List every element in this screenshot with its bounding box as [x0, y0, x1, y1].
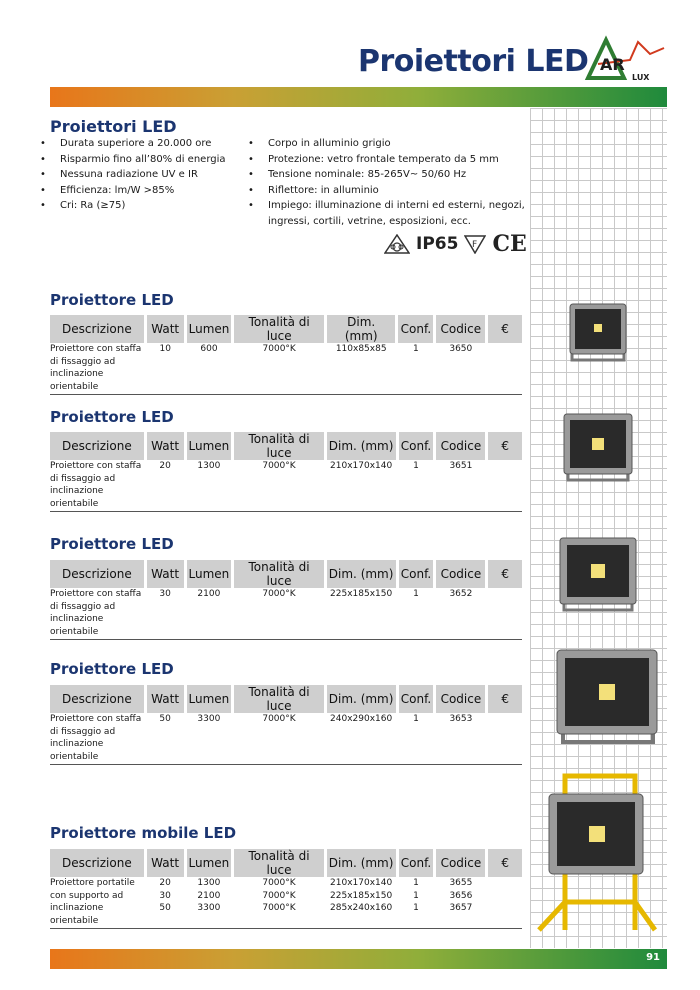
f-mark-icon	[464, 234, 486, 254]
tone-cell: 7000°K	[233, 460, 325, 512]
conf-cell: 1	[413, 890, 419, 901]
section-title: Proiettore mobile LED	[50, 824, 237, 842]
feature-item: • Efficienza: lm/W >85%	[50, 183, 260, 199]
col-header-euro: €	[487, 849, 522, 877]
dim-cell: 210x170x140	[325, 460, 397, 512]
col-header: Watt	[145, 315, 185, 343]
description-cell: Proiettore con staffa di fissaggio ad inclinazione orientabile	[50, 343, 145, 395]
table-row	[50, 343, 522, 395]
section-title: Proiettore LED	[50, 660, 174, 678]
col-header: Tonalità di luce	[233, 315, 326, 343]
code-cell: 3651	[435, 460, 487, 512]
description-cell: Proiettore con staffa di fissaggio ad inclinazione orientabile	[50, 460, 145, 512]
code-cell: 3650	[435, 343, 487, 395]
col-header: Conf.	[397, 685, 435, 713]
table-row	[50, 588, 522, 640]
feature-item: • Riflettore: in alluminio	[258, 183, 526, 199]
col-header: Descrizione	[50, 685, 145, 713]
dim-cell: 210x170x140	[330, 878, 393, 888]
lumen-cell: 600	[185, 343, 233, 395]
code-cell: 3653	[435, 713, 487, 765]
col-header: Lumen	[185, 685, 233, 713]
col-header: Dim. (mm)	[325, 685, 397, 713]
col-header: Codice	[435, 432, 487, 460]
floodlight-50w-image	[553, 646, 663, 748]
watt-cell: 30	[159, 890, 171, 901]
col-header: Codice	[435, 685, 487, 713]
code-cell: 3652	[435, 588, 487, 640]
lumen-cell: 3300	[185, 713, 233, 765]
feature-item: • Nessuna radiazione UV e IR	[50, 167, 260, 183]
floodlight-10w-image	[566, 300, 630, 366]
tone-cell: 7000°K	[233, 713, 325, 765]
price-cell	[487, 588, 522, 640]
conf-cell: 1	[397, 588, 435, 640]
watt-cell: 30	[145, 588, 185, 640]
feature-item: • Impiego: illuminazione di interni ed esterni, negozi, ingressi, cortili, vetrine, esposizioni, ecc.	[258, 198, 526, 229]
tone-cell: 7000°K	[262, 890, 296, 901]
col-header: Tonalità di luce	[233, 685, 325, 713]
features-list-right	[258, 136, 526, 229]
mobile-floodlight-image	[535, 772, 659, 942]
section-title: Proiettore LED	[50, 535, 174, 553]
spec-table	[50, 560, 522, 640]
dim-cell: 240x290x160	[325, 713, 397, 765]
watt-cell: 20	[159, 878, 171, 888]
conf-cell: 1	[397, 460, 435, 512]
code-cell: 3657	[435, 902, 487, 929]
feature-item: • Cri: Ra (≥75)	[50, 198, 260, 214]
svg-text:AR: AR	[600, 55, 625, 74]
table-row	[50, 890, 522, 903]
page-title: Proiettori LED	[358, 44, 589, 79]
certification-marks	[384, 231, 527, 257]
col-header: Dim. (mm)	[325, 849, 397, 877]
lumen-cell: 3300	[185, 902, 233, 929]
page-number: 91	[646, 952, 660, 963]
feature-item: • Risparmio fino all’80% di energia	[50, 152, 260, 168]
features-list-left	[50, 136, 260, 214]
col-header: Tonalità di luce	[233, 849, 325, 877]
feature-item: • Tensione nominale: 85-265V~ 50/60 Hz	[258, 167, 526, 183]
col-header: Conf.	[397, 315, 435, 343]
description-cell: Proiettore portatile	[50, 878, 135, 888]
col-header: Lumen	[185, 849, 233, 877]
table-row	[50, 902, 522, 929]
col-header-euro: €	[487, 685, 522, 713]
intro-title: Proiettori LED	[50, 117, 177, 136]
arlux-logo	[578, 34, 668, 84]
price-cell	[487, 713, 522, 765]
col-header: Codice	[435, 849, 487, 877]
conf-cell: 1	[397, 343, 435, 395]
tone-cell: 7000°K	[233, 343, 326, 395]
dim-cell: 110x85x85	[326, 343, 397, 395]
lumen-cell: 1300	[185, 460, 233, 512]
col-header: Lumen	[185, 315, 233, 343]
dim-cell: 225x185x150	[330, 890, 393, 901]
feature-item: • Protezione: vetro frontale temperato da 5 mm	[258, 152, 526, 168]
svg-text:LUX: LUX	[632, 73, 650, 82]
dim-cell: 225x185x150	[325, 588, 397, 640]
table-row	[50, 713, 522, 765]
col-header: Tonalità di luce	[233, 560, 325, 588]
section-title: Proiettore LED	[50, 408, 174, 426]
tone-cell: 7000°K	[262, 878, 296, 888]
ip65-rating: IP65	[416, 234, 459, 254]
spec-table	[50, 315, 522, 395]
col-header: Dim. (mm)	[325, 560, 397, 588]
conf-cell: 1	[397, 713, 435, 765]
col-header: Watt	[145, 685, 185, 713]
watt-cell: 50	[145, 902, 185, 929]
col-header: Descrizione	[50, 315, 145, 343]
col-header: Dim. (mm)	[325, 432, 397, 460]
description-cell: inclinazione orientabile	[50, 902, 145, 929]
watt-cell: 20	[145, 460, 185, 512]
description-cell: Proiettore con staffa di fissaggio ad inclinazione orientabile	[50, 713, 145, 765]
price-cell	[487, 902, 522, 929]
price-cell	[487, 877, 522, 890]
col-header: Conf.	[397, 432, 435, 460]
watt-cell: 50	[145, 713, 185, 765]
col-header: Dim. (mm)	[326, 315, 397, 343]
col-header: Lumen	[185, 432, 233, 460]
col-header: Watt	[145, 849, 185, 877]
col-header-euro: €	[487, 560, 522, 588]
watt-cell: 10	[145, 343, 185, 395]
conf-cell: 1	[413, 878, 419, 888]
col-header: Conf.	[397, 560, 435, 588]
col-header: Lumen	[185, 560, 233, 588]
spec-table	[50, 685, 522, 765]
table-row	[50, 877, 522, 890]
col-header: Watt	[145, 432, 185, 460]
tone-cell: 7000°K	[233, 902, 325, 929]
ce-mark: CE	[492, 231, 527, 257]
spec-table	[50, 432, 522, 512]
lumen-cell: 2100	[197, 890, 221, 901]
col-header: Watt	[145, 560, 185, 588]
code-cell: 3655	[449, 878, 473, 888]
col-header: Codice	[435, 315, 487, 343]
svg-text:F: F	[472, 240, 478, 250]
floodlight-30w-image	[556, 534, 640, 616]
table-row	[50, 460, 522, 512]
price-cell	[487, 460, 522, 512]
description-cell: Proiettore con staffa di fissaggio ad inclinazione orientabile	[50, 588, 145, 640]
conf-cell: 1	[397, 902, 435, 929]
lumen-cell: 1300	[197, 878, 221, 888]
col-header: Descrizione	[50, 849, 145, 877]
code-cell: 3656	[449, 890, 473, 901]
dim-cell: 285x240x160	[325, 902, 397, 929]
col-header-euro: €	[487, 432, 522, 460]
feature-item: • Durata superiore a 20.000 ore	[50, 136, 260, 152]
col-header: Tonalità di luce	[233, 432, 325, 460]
tone-cell: 7000°K	[233, 588, 325, 640]
col-header-euro: €	[487, 315, 522, 343]
col-header: Descrizione	[50, 432, 145, 460]
bottom-gradient-bar	[50, 949, 667, 969]
description-cell: con supporto ad	[50, 890, 124, 901]
price-cell	[487, 343, 522, 395]
feature-item: • Corpo in alluminio grigio	[258, 136, 526, 152]
spec-table	[50, 849, 522, 929]
section-title: Proiettore LED	[50, 291, 174, 309]
double-insulation-icon	[384, 234, 410, 254]
col-header: Descrizione	[50, 560, 145, 588]
col-header: Conf.	[397, 849, 435, 877]
col-header: Codice	[435, 560, 487, 588]
price-cell	[487, 890, 522, 903]
top-gradient-bar	[50, 87, 667, 107]
lumen-cell: 2100	[185, 588, 233, 640]
floodlight-20w-image	[560, 410, 636, 486]
